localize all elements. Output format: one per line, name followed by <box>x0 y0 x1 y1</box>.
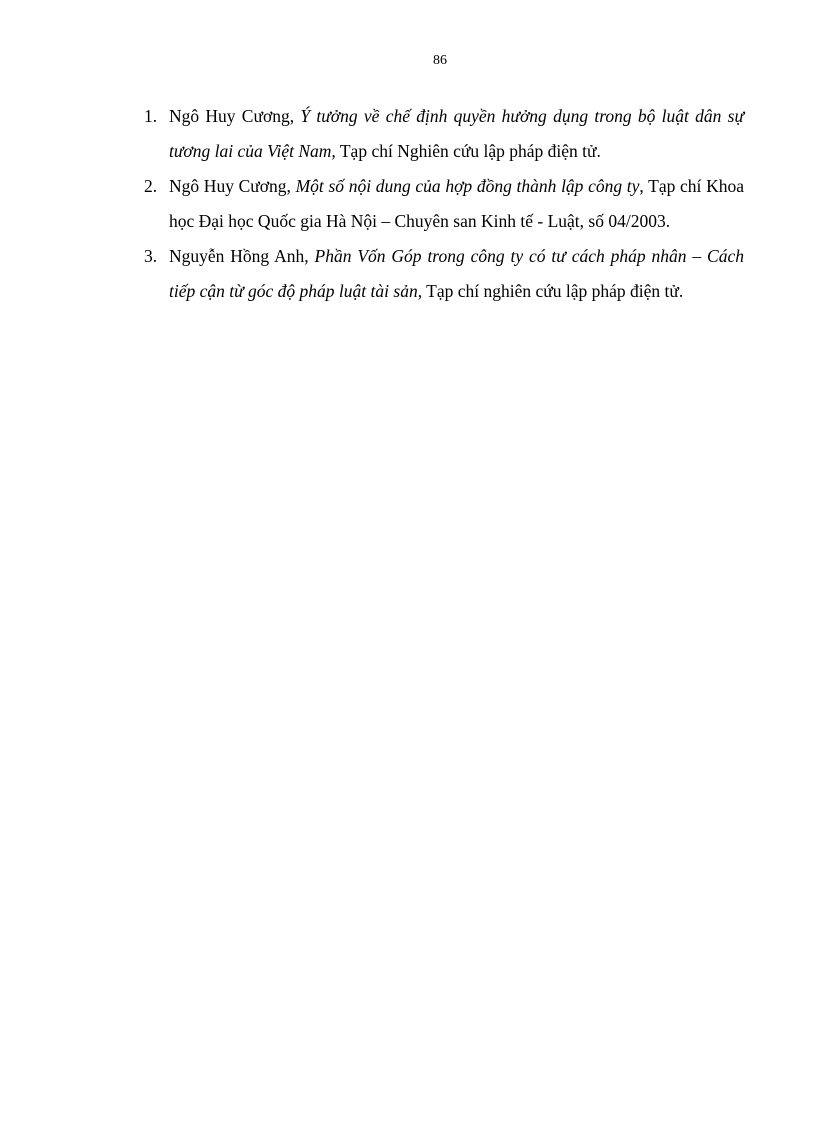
reference-number: 3. <box>144 246 158 266</box>
reference-number: 1. <box>144 106 158 126</box>
reference-item-3 <box>144 239 744 309</box>
reference-item-2 <box>144 169 744 239</box>
reference-source: Tạp chí nghiên cứu lập pháp điện tử. <box>422 281 684 301</box>
page-number: 86 <box>433 53 447 68</box>
reference-title: Phần Vốn Góp trong công ty có tư cách pháp nhân – Cách tiếp cận từ góc độ pháp luật tài sản, <box>169 246 745 301</box>
reference-source: , Tạp chí Khoa học Đại học Quốc gia Hà Nội – Chuyên san Kinh tế - Luật, số 04/2003. <box>169 176 744 231</box>
reference-list <box>144 99 744 309</box>
reference-source: Tạp chí Nghiên cứu lập pháp điện tử. <box>335 141 601 161</box>
reference-author: Ngô Huy Cương, <box>169 106 301 126</box>
reference-title: Ý tưởng về chế định quyền hưởng dụng trong bộ luật dân sự tương lai của Việt Nam, <box>169 106 745 161</box>
reference-item-1 <box>144 99 744 169</box>
reference-author: Ngô Huy Cương, <box>169 176 296 196</box>
reference-number: 2. <box>144 176 158 196</box>
reference-author: Nguyễn Hồng Anh, <box>169 246 315 266</box>
reference-title: Một số nội dung của hợp đồng thành lập công ty <box>295 176 640 196</box>
